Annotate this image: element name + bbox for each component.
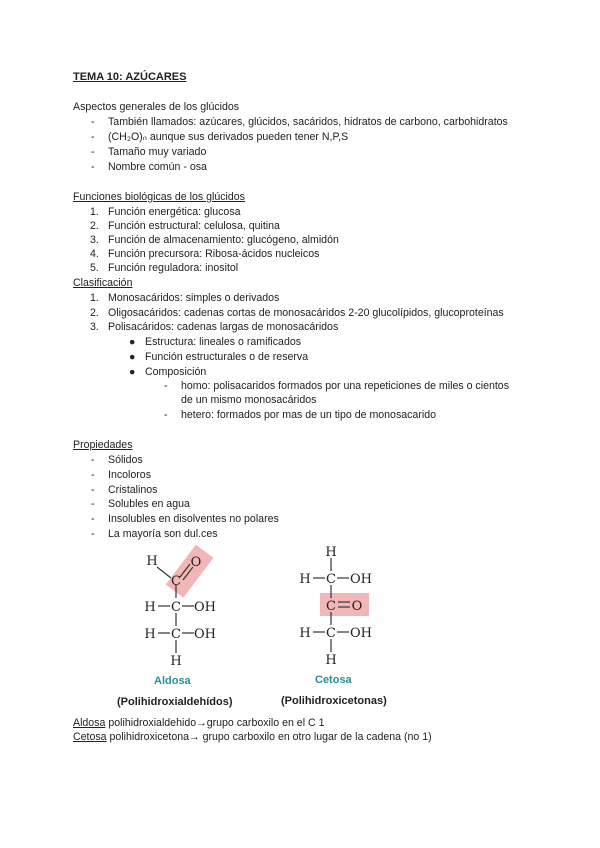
atom-h: H [325,653,337,668]
dash-marker: - [91,528,95,540]
dash-marker: - [164,380,168,392]
group-oh: OH [194,600,216,615]
list-item: Función energética: glucosa [108,206,241,218]
dash-marker: - [91,116,95,128]
number-marker: 1. [90,206,99,218]
atom-c: C [171,627,181,642]
dash-marker: - [91,484,95,496]
list-item: Oligosacáridos: cadenas cortas de monosacáridos 2-20 glucolípidos, glucoproteínas [108,307,504,319]
cetosa-sublabel: (Polihidroxicetonas) [281,695,387,707]
list-item: También llamados: azúcares, glúcidos, sacáridos, hidratos de carbono, carbohidratos [108,116,508,128]
aldosa-label: Aldosa [154,675,191,687]
note-aldosa [73,717,324,730]
cetosa-label: Cetosa [315,674,352,686]
number-marker: 2. [90,220,99,232]
list-item: Insolubles en disolventes no polares [108,513,279,525]
list-item: Función estructural: celulosa, quitina [108,220,280,232]
note-term: Aldosa [73,717,106,729]
sub-sub-list-item: hetero: formados por mas de un tipo de monosacarido [181,409,436,421]
sub-list-item: Función estructurales o de reserva [145,351,309,363]
group-oh: OH [350,572,372,587]
atom-h: H [299,626,311,641]
atom-c: C [326,599,336,614]
atom-h: H [170,654,182,669]
group-oh: OH [194,627,216,642]
dash-marker: - [91,161,95,173]
sugar-structure-diagram [0,540,600,710]
atom-o: O [351,599,363,614]
number-marker: 3. [90,234,99,246]
dash-marker: - [91,513,95,525]
atom-h: H [325,545,337,560]
list-item: Polisacáridos: cadenas largas de monosacáridos [108,321,339,333]
sub-sub-list-item-continuation: de un mismo monosacáridos [181,394,317,406]
dash-marker: - [91,146,95,158]
number-marker: 1. [90,292,99,304]
atom-o: O [190,555,202,570]
list-item: Función precursora: Ribosa-ácidos nucleicos [108,248,320,260]
bullet-marker: ● [129,351,136,363]
section-heading-aspectos: Aspectos generales de los glúcidos [73,101,240,113]
sub-list-item: Estructura: lineales o ramificados [145,336,302,348]
dash-marker: - [91,131,95,143]
note-term: Cetosa [73,731,107,743]
bullet-marker: ● [129,336,136,348]
aldosa-sublabel: (Polihidroxialdehídos) [117,696,233,708]
atom-h: H [144,600,156,615]
list-item: Nombre común - osa [108,161,207,173]
section-heading-clasificacion: Clasificación [73,277,133,289]
list-item: Monosacáridos: simples o derivados [108,292,280,304]
note-cetosa [73,731,432,744]
list-item: Cristalinos [108,484,158,496]
section-heading-funciones: Funciones biológicas de los glúcidos [73,191,245,203]
note-text: polihidroxicetona→ grupo carboxilo en otro lugar de la cadena (no 1) [106,731,432,743]
number-marker: 5. [90,262,99,274]
number-marker: 2. [90,307,99,319]
section-heading-propiedades: Propiedades [73,439,133,451]
sub-list-item: Composición [145,366,207,378]
atom-h: H [299,572,311,587]
list-item: (CH₂O)ₙ aunque sus derivados pueden tener N,P,S [108,131,349,143]
atom-c: C [171,600,181,615]
atom-c: C [171,574,181,589]
list-item: Función reguladora: inositol [108,262,239,274]
atom-h: H [144,627,156,642]
dash-marker: - [164,409,168,421]
list-item: Tamaño muy variado [108,146,207,158]
list-item: Solubles en agua [108,498,190,510]
atom-h: H [146,554,158,569]
atom-c: C [326,626,336,641]
group-oh: OH [350,626,372,641]
sub-sub-list-item: homo: polisacaridos formados por una repeticiones de miles o cientos [181,380,509,392]
bullet-marker: ● [129,366,136,378]
dash-marker: - [91,498,95,510]
dash-marker: - [91,469,95,481]
number-marker: 3. [90,321,99,333]
page-title: TEMA 10: AZÚCARES [73,71,187,83]
atom-c: C [326,572,336,587]
list-item: La mayoría son dul.ces [108,528,218,540]
list-item: Sólidos [108,454,143,466]
dash-marker: - [91,454,95,466]
list-item: Incoloros [108,469,151,481]
number-marker: 4. [90,248,99,260]
list-item: Función de almacenamiento: glucógeno, almidón [108,234,339,246]
note-text: polihidroxialdehido→grupo carboxilo en el C 1 [105,717,325,729]
